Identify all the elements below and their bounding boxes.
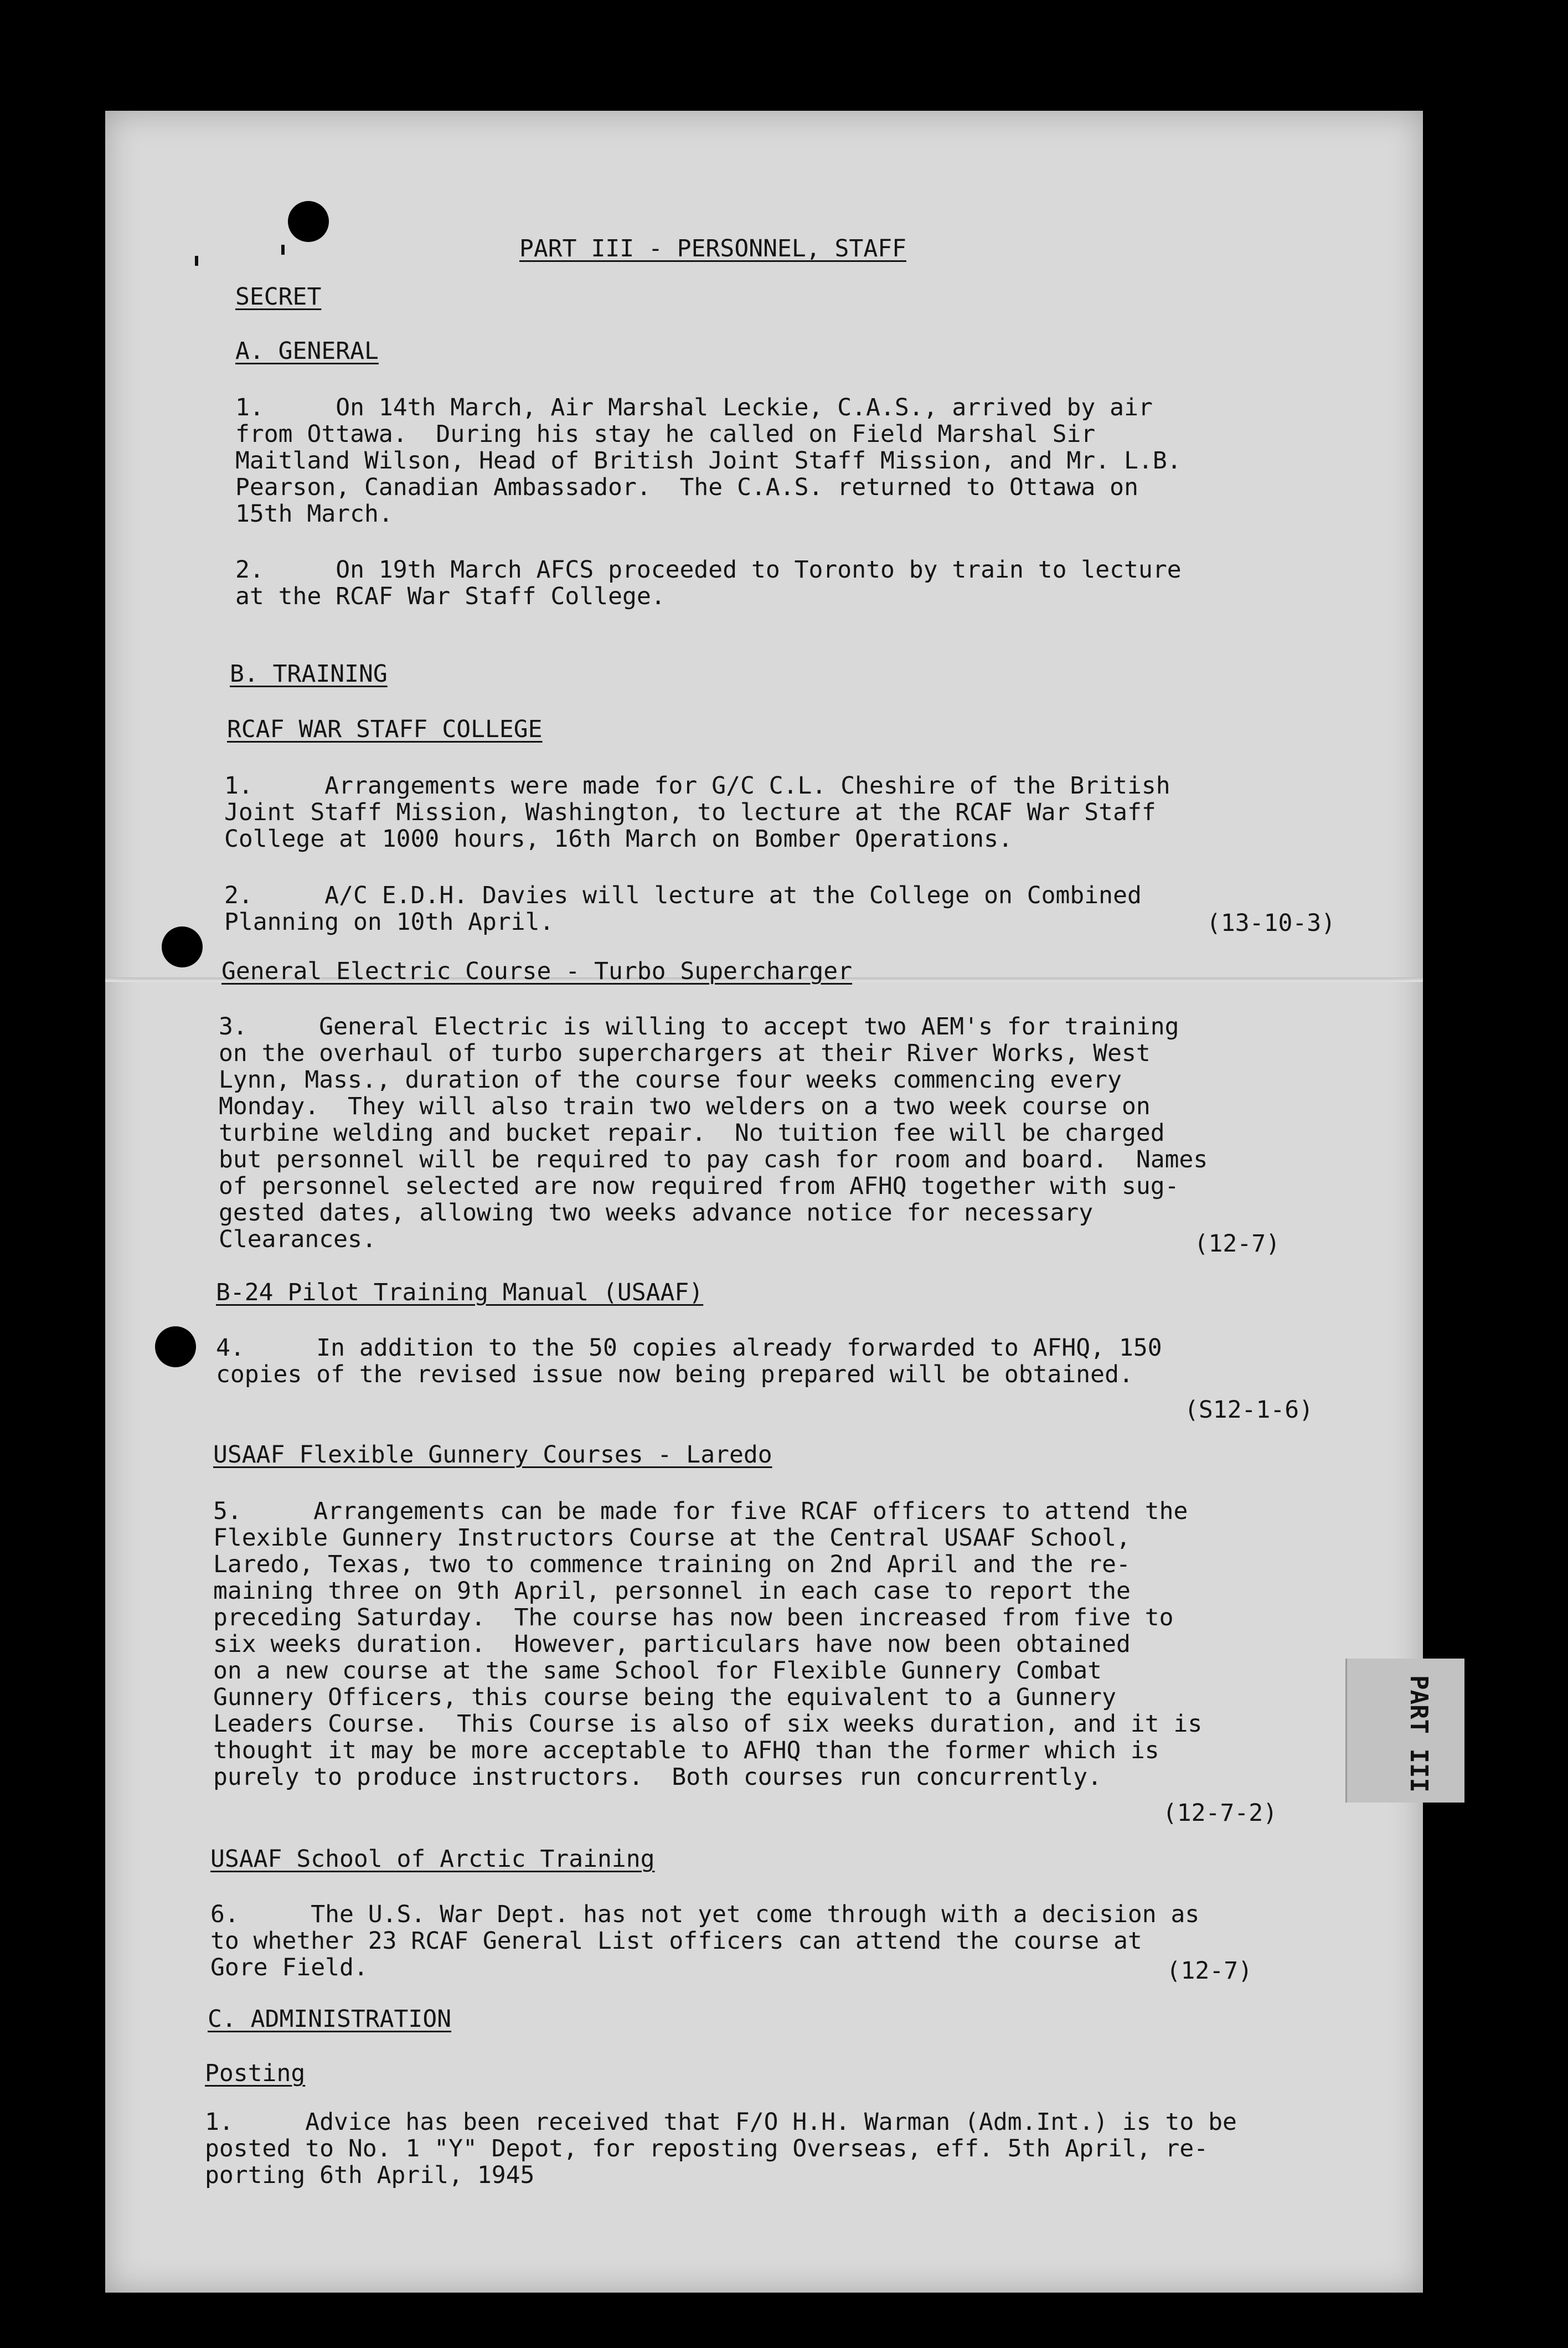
war-staff-paragraph-2: 2. A/C E.D.H. Davies will lecture at the College on Combined Planning on 10th April. — [224, 882, 1142, 936]
section-heading-general: A. GENERAL — [235, 337, 379, 365]
subheading-b24-manual: B-24 Pilot Training Manual (USAAF) — [216, 1279, 704, 1306]
page-title: PART III - PERSONNEL, STAFF — [519, 235, 906, 262]
reference-number: (S12-1-6) — [1184, 1396, 1313, 1424]
section-heading-administration: C. ADMINISTRATION — [208, 2005, 452, 2033]
subheading-gunnery-courses: USAAF Flexible Gunnery Courses - Laredo — [213, 1441, 772, 1469]
subheading-ge-course: General Electric Course - Turbo Supercharger — [221, 957, 853, 985]
subheading-posting: Posting — [205, 2059, 306, 2087]
part-tab-label: PART III — [1405, 1675, 1433, 1793]
arctic-paragraph-6: 6. The U.S. War Dept. has not yet come through with a decision as to whether 23 RCAF General List officers can attend the course at Gore Field. — [210, 1901, 1200, 1981]
scan-mark — [195, 256, 198, 266]
posting-paragraph-1: 1. Advice has been received that F/O H.H. Warman (Adm.Int.) is to be posted to No. 1 "Y" Depot, for reposting Overseas, eff. 5th April, re- porting 6th April, 1945 — [205, 2108, 1237, 2189]
punch-hole-icon — [162, 926, 203, 967]
scan-mark — [281, 245, 285, 255]
reference-number: (13-10-3) — [1206, 909, 1335, 937]
war-staff-paragraph-1: 1. Arrangements were made for G/C C.L. Cheshire of the British Joint Staff Mission, Washington, to lecture at the RCAF War Staff College at 1000 hours, 16th March on Bomber Operations. — [224, 772, 1170, 853]
ge-course-paragraph-3: 3. General Electric is willing to accept two AEM's for training on the overhaul of turbo superchargers at their River Works, West Lynn, Mass., duration of the course four weeks commencing every Monday. They will also train two welders on a two week course on turbine welding and bucket repair. No tuition fee will be charged but personnel will be required to pay cash for room and board. Names of personnel selected are now required from AFHQ together with sug- gested dates, allowing two weeks advance notice for necessary Clearances. — [219, 1013, 1208, 1253]
section-heading-training: B. TRAINING — [230, 660, 388, 688]
reference-number: (12-7-2) — [1162, 1799, 1277, 1827]
classification-label: SECRET — [235, 283, 322, 311]
general-paragraph-1: 1. On 14th March, Air Marshal Leckie, C.A.S., arrived by air from Ottawa. During his stay he called on Field Marshal Sir Maitland Wilson, Head of British Joint Staff Mission, and Mr. L.B. Pearson, Canadian Ambassador. The C.A.S. returned to Ottawa on 15th March. — [235, 394, 1182, 528]
general-paragraph-2: 2. On 19th March AFCS proceeded to Toronto by train to lecture at the RCAF War Staff College. — [235, 556, 1182, 610]
b24-paragraph-4: 4. In addition to the 50 copies already forwarded to AFHQ, 150 copies of the revised issue now being prepared will be obtained. — [216, 1334, 1162, 1388]
punch-hole-icon — [155, 1326, 196, 1367]
subheading-war-staff-college: RCAF WAR STAFF COLLEGE — [227, 715, 543, 743]
punch-hole-icon — [288, 201, 329, 242]
gunnery-paragraph-5: 5. Arrangements can be made for five RCAF officers to attend the Flexible Gunnery Instructors Course at the Central USAAF School, Laredo, Texas, two to commence training on 2nd April and the re- maining three on 9th April, personnel in each case to report the preceding Saturday. The course has now been increased from five to six weeks duration. However, particulars have now been obtained on a new course at the same School for Flexible Gunnery Combat Gunnery Officers, this course being the equivalent to a Gunnery Leaders Course. This Course is also of six weeks duration, and it is thought it may be more acceptable to AFHQ than the former which is purely to produce instructors. Both courses run concurrently. — [213, 1497, 1203, 1791]
reference-number: (12-7) — [1194, 1230, 1280, 1258]
reference-number: (12-7) — [1166, 1957, 1252, 1985]
subheading-arctic-training: USAAF School of Arctic Training — [210, 1845, 655, 1873]
